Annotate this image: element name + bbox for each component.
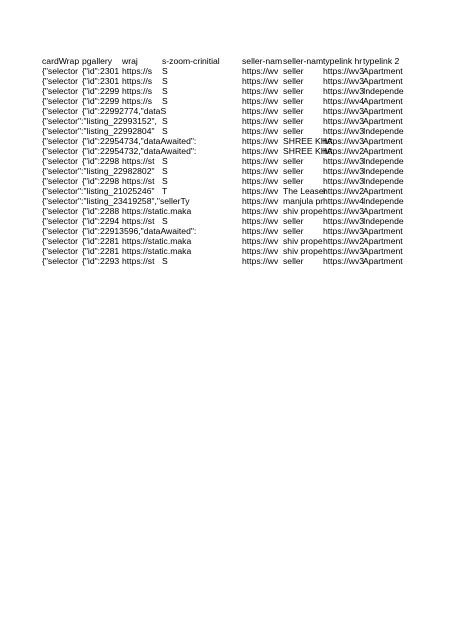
- table-cell: S: [162, 116, 168, 126]
- table-row: [42, 166, 434, 176]
- table-cell: {"id":2294: [82, 216, 120, 226]
- table-cell: Apartment: [363, 96, 403, 106]
- table-cell: Independe: [363, 156, 404, 166]
- table-cell: https://static.maka: [122, 236, 192, 246]
- table-cell: [202, 246, 242, 256]
- table-cell: https://wv2: [323, 236, 365, 246]
- table-cell: SHREE KHA: [283, 146, 333, 156]
- table-cell: https://wv: [242, 136, 279, 146]
- table-cell: {"selector: [42, 136, 79, 146]
- table-cell: seller: [283, 166, 304, 176]
- table-cell: {"selector: [42, 156, 79, 166]
- table-cell: S: [162, 96, 168, 106]
- table-cell: {"selector: [42, 76, 79, 86]
- table-cell: Independe: [363, 86, 404, 96]
- table-cell: Independe: [363, 166, 404, 176]
- table-cell: https://wv: [242, 146, 279, 156]
- table-cell: {"selector: [42, 106, 79, 116]
- table-cell: seller: [283, 86, 304, 96]
- table-cell: https://wv2: [323, 146, 365, 156]
- table-cell: {"selector":"listing_23419258","sellerTy: [42, 196, 190, 206]
- table-cell: SHREE KHA: [283, 136, 333, 146]
- table-cell: https://wv: [242, 66, 279, 76]
- table-cell: [202, 106, 242, 116]
- table-row: [42, 66, 434, 76]
- table-cell: https://wv: [242, 106, 279, 116]
- table-cell: https://wv3: [323, 66, 365, 76]
- table-row: [42, 216, 434, 226]
- header-cell: nitial: [202, 56, 220, 66]
- table-cell: https://wv3: [323, 126, 365, 136]
- table-cell: {"selector: [42, 206, 79, 216]
- table-cell: https://wv: [242, 156, 279, 166]
- table-cell: {"id":2281: [82, 246, 120, 256]
- table-cell: https://wv: [242, 226, 279, 236]
- table-cell: [202, 126, 242, 136]
- table-row: [42, 226, 434, 236]
- table-row: [42, 236, 434, 246]
- table-cell: S: [162, 256, 168, 266]
- table-cell: https://wv: [242, 76, 279, 86]
- table-cell: [202, 86, 242, 96]
- table-cell: {"id":2301: [82, 76, 120, 86]
- table-row: [42, 116, 434, 126]
- table-cell: [202, 76, 242, 86]
- table-cell: [202, 206, 242, 216]
- table-cell: {"selector: [42, 256, 79, 266]
- table-cell: S: [162, 176, 168, 186]
- table-cell: https://wv3: [323, 206, 365, 216]
- table-cell: [202, 196, 242, 206]
- table-cell: S: [162, 66, 168, 76]
- table-cell: {"id":2301: [82, 66, 120, 76]
- header-cell: typelink hr: [323, 56, 363, 66]
- table-cell: [202, 136, 242, 146]
- table-cell: https://wv3: [323, 156, 365, 166]
- table-cell: Apartment: [363, 226, 403, 236]
- table-cell: https://wv: [242, 216, 279, 226]
- table-cell: https://wv3: [323, 256, 365, 266]
- header-cell: wraj: [122, 56, 138, 66]
- table-cell: {"selector: [42, 66, 79, 76]
- table-cell: https://wv: [242, 196, 279, 206]
- table-cell: seller: [283, 66, 304, 76]
- table-cell: [202, 116, 242, 126]
- table-cell: Apartment: [363, 136, 403, 146]
- table-cell: {"selector: [42, 96, 79, 106]
- table-cell: [202, 156, 242, 166]
- table-row: [42, 156, 434, 166]
- table-cell: https://wv2: [323, 186, 365, 196]
- table-cell: https://wv3: [323, 136, 365, 146]
- table-cell: https://st: [122, 176, 155, 186]
- table-cell: S: [162, 86, 168, 96]
- table-cell: Independe: [363, 176, 404, 186]
- table-cell: S: [162, 166, 168, 176]
- table-cell: https://s: [122, 76, 153, 86]
- table-cell: {"selector":"listing_21025246": [42, 186, 155, 196]
- table-cell: https://st: [122, 256, 155, 266]
- table-cell: https://wv3: [323, 216, 365, 226]
- table-cell: S: [162, 216, 168, 226]
- header-cell: seller-nam: [242, 56, 283, 66]
- table-cell: https://wv: [242, 126, 279, 136]
- table-cell: https://wv: [242, 236, 279, 246]
- table-cell: T: [162, 186, 168, 196]
- table-cell: seller: [283, 216, 304, 226]
- header-cell: s-zoom-cri: [162, 56, 203, 66]
- table-cell: seller: [283, 226, 304, 236]
- table-cell: https://wv3: [323, 76, 365, 86]
- table-cell: shiv prope: [283, 246, 323, 256]
- spreadsheet-page: [42, 56, 434, 266]
- table-cell: seller: [283, 176, 304, 186]
- table-row: [42, 106, 434, 116]
- header-cell: cardWrap: [42, 56, 80, 66]
- table-cell: Apartment: [363, 186, 403, 196]
- table-cell: seller: [283, 76, 304, 86]
- table-cell: Apartment: [363, 66, 403, 76]
- table-cell: Apartment: [363, 76, 403, 86]
- table-cell: https://st: [122, 216, 155, 226]
- table-cell: https://wv: [242, 96, 279, 106]
- table-cell: {"selector":"listing_22993152",: [42, 116, 157, 126]
- table-cell: {"id":22913596,"dataAwaited":: [82, 226, 197, 236]
- table-cell: https://wv: [242, 86, 279, 96]
- table-cell: https://wv4: [323, 196, 365, 206]
- table-cell: [202, 166, 242, 176]
- table-cell: {"selector: [42, 246, 79, 256]
- table-cell: {"id":2288: [82, 206, 120, 216]
- table-cell: {"id":22954732,"dataAwaited":: [82, 146, 197, 156]
- table-cell: https://wv3: [323, 226, 365, 236]
- table-cell: [202, 236, 242, 246]
- header-cell: typelink 2: [363, 56, 400, 66]
- table-cell: Apartment: [363, 246, 403, 256]
- table-cell: Apartment: [363, 206, 403, 216]
- table-row: [42, 196, 434, 206]
- table-cell: https://s: [122, 86, 153, 96]
- table-row: [42, 96, 434, 106]
- table-cell: {"selector: [42, 86, 79, 96]
- table-cell: The Leaser: [283, 186, 327, 196]
- table-cell: [162, 106, 202, 116]
- table-cell: https://wv: [242, 246, 279, 256]
- table-cell: https://wv3: [323, 246, 365, 256]
- table-row: [42, 246, 434, 256]
- table-cell: seller: [283, 256, 304, 266]
- table-row: [42, 136, 434, 146]
- table-cell: [202, 146, 242, 156]
- table-row: [42, 206, 434, 216]
- table-cell: manjula pr: [283, 196, 324, 206]
- table-cell: [202, 256, 242, 266]
- table-cell: [202, 96, 242, 106]
- table-body: [42, 66, 434, 266]
- table-cell: https://static.maka: [122, 246, 192, 256]
- table-cell: S: [162, 126, 168, 136]
- table-cell: Independe: [363, 216, 404, 226]
- header-cell: seller-nam: [283, 56, 324, 66]
- table-cell: seller: [283, 96, 304, 106]
- table-cell: {"id":2298: [82, 176, 120, 186]
- table-cell: {"id":22992774,"dataS: [82, 106, 167, 116]
- table-cell: Apartment: [363, 256, 403, 266]
- header-cell: pgallery: [82, 56, 113, 66]
- table-cell: [202, 186, 242, 196]
- table-cell: {"selector":"listing_22982802": [42, 166, 155, 176]
- table-cell: https://wv: [242, 186, 279, 196]
- table-cell: https://s: [122, 96, 153, 106]
- table-row: [42, 86, 434, 96]
- table-cell: https://wv3: [323, 166, 365, 176]
- table-cell: {"selector: [42, 236, 79, 246]
- table-cell: seller: [283, 106, 304, 116]
- table-cell: [202, 176, 242, 186]
- table-cell: https://wv4: [323, 96, 365, 106]
- table-cell: [202, 66, 242, 76]
- table-cell: shiv prope: [283, 236, 323, 246]
- table-cell: {"id":2293: [82, 256, 120, 266]
- table-cell: Apartment: [363, 106, 403, 116]
- table-cell: {"id":2299: [82, 86, 120, 96]
- table-cell: https://static.maka: [122, 206, 192, 216]
- table-cell: https://st: [122, 156, 155, 166]
- table-row: [42, 176, 434, 186]
- table-row: [42, 146, 434, 156]
- table-cell: https://wv: [242, 206, 279, 216]
- table-cell: Apartment: [363, 236, 403, 246]
- table-cell: https://wv3: [323, 106, 365, 116]
- table-cell: https://wv: [242, 116, 279, 126]
- table-cell: [202, 226, 242, 236]
- table-cell: [202, 216, 242, 226]
- table-cell: Independe: [363, 196, 404, 206]
- table-cell: https://wv: [242, 256, 279, 266]
- table-row: [42, 76, 434, 86]
- table-cell: https://wv3: [323, 176, 365, 186]
- table-cell: Apartment: [363, 146, 403, 156]
- table-cell: Apartment: [363, 116, 403, 126]
- table-cell: https://wv: [242, 166, 279, 176]
- table-cell: Independe: [363, 126, 404, 136]
- table-cell: seller: [283, 116, 304, 126]
- table-cell: S: [162, 76, 168, 86]
- table-row: [42, 256, 434, 266]
- table-cell: {"id":2298: [82, 156, 120, 166]
- table-cell: {"selector: [42, 176, 79, 186]
- table-cell: {"id":2299: [82, 96, 120, 106]
- table-cell: https://wv3: [323, 86, 365, 96]
- header-row: [42, 56, 434, 66]
- table-row: [42, 126, 434, 136]
- table-cell: {"id":22954734,"dataAwaited":: [82, 136, 197, 146]
- table-cell: {"selector: [42, 216, 79, 226]
- table-cell: {"selector: [42, 146, 79, 156]
- table-cell: https://s: [122, 66, 153, 76]
- table-cell: https://wv3: [323, 116, 365, 126]
- table-cell: seller: [283, 126, 304, 136]
- table-cell: shiv prope: [283, 206, 323, 216]
- table-cell: {"selector":"listing_22992804": [42, 126, 155, 136]
- table-cell: {"selector: [42, 226, 79, 236]
- table-cell: https://wv: [242, 176, 279, 186]
- table-cell: {"id":2281: [82, 236, 120, 246]
- table-cell: S: [162, 156, 168, 166]
- table-cell: seller: [283, 156, 304, 166]
- table-row: [42, 186, 434, 196]
